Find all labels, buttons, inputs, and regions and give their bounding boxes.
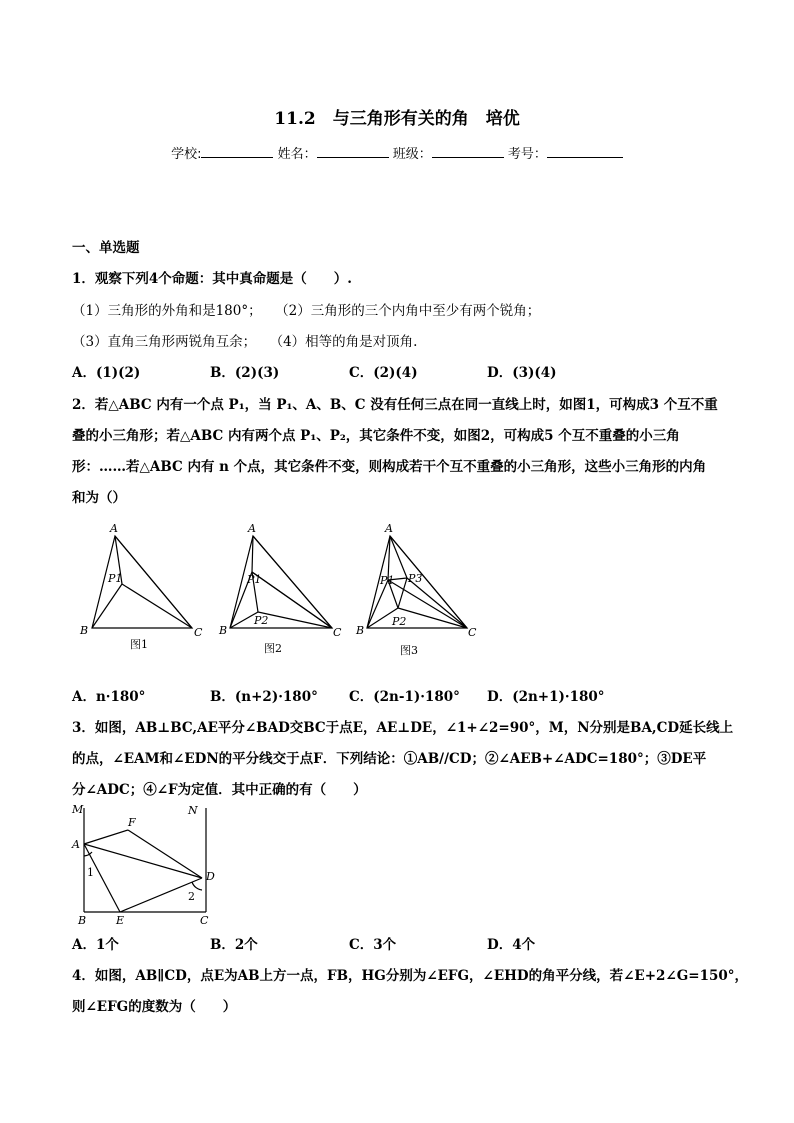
number-blank: [547, 145, 623, 158]
q2-option-c: C．(2n-1)·180°: [349, 689, 460, 705]
q1-stem: 1．观察下列4个命题：其中真命题是（ ）.: [72, 271, 352, 287]
q1-line1: （1）三角形的外角和是180°； （2）三角形的三个内角中至少有两个锐角；: [72, 303, 541, 319]
q2-figures: [72, 520, 492, 660]
q3-label-f: F: [128, 816, 136, 829]
q2-option-d: D．(2n+1)·180°: [487, 689, 605, 705]
class-label: 班级：: [392, 147, 432, 162]
fig2-label-b: B: [219, 624, 228, 637]
q3-figure: [68, 800, 228, 928]
fig3-label-p1: P1: [380, 574, 395, 587]
fig2-label-p1: P1: [247, 573, 262, 586]
school-label: 学校:: [171, 147, 202, 162]
q2-option-b: B．(n+2)·180°: [210, 689, 318, 705]
class-blank: [432, 145, 504, 158]
q3-line2: 的点，∠EAM和∠EDN的平分线交于点F．下列结论：①AB//CD；②∠AEB+∠ADC=180°；③DE平: [72, 751, 707, 767]
fig1-caption: 图1: [130, 638, 148, 651]
school-blank: [201, 145, 273, 158]
fig3-label-b: B: [356, 624, 365, 637]
q2-line3: 形：……若△ABC 内有 n 个点，其它条件不变，则构成若干个互不重叠的小三角形，这些小三角形的内角: [72, 459, 707, 475]
q3-option-a: A．1个: [72, 937, 119, 953]
fig3-label-c: C: [468, 626, 477, 639]
q3-option-c: C．3个: [349, 937, 397, 953]
section-heading: 一、单选题: [72, 240, 140, 256]
q3-label-b: B: [78, 914, 87, 927]
q1-option-d: D．(3)(4): [487, 365, 557, 381]
fig3-label-a: A: [385, 522, 393, 535]
q3-label-c: C: [200, 914, 209, 927]
q2-line2: 叠的小三角形；若△ABC 内有两个点 P₁、P₂，其它条件不变，如图2，可构成5 个互不重叠的小三角: [72, 428, 680, 444]
q2-line1: 2．若△ABC 内有一个点 P₁，当 P₁、A、B、C 没有任何三点在同一直线上时，如图1，可构成3 个互不重: [72, 397, 718, 413]
fig3-caption: 图3: [400, 644, 418, 657]
q3-label-a: A: [72, 838, 80, 851]
student-info: [0, 143, 794, 162]
q1-line2: （3）直角三角形两锐角互余； （4）相等的角是对顶角.: [72, 334, 418, 350]
q3-option-b: B．2个: [210, 937, 258, 953]
q1-option-c: C．(2)(4): [349, 365, 418, 381]
q3-label-m: M: [72, 803, 84, 816]
fig3-label-p3: P3: [408, 572, 423, 585]
q3-label-d: D: [206, 870, 215, 883]
q1-option-a: A．(1)(2): [72, 365, 141, 381]
fig2-label-p2: P2: [254, 614, 269, 627]
q3-line3: 分∠ADC；④∠F为定值．其中正确的有（ ）: [72, 782, 367, 798]
fig1-label-b: B: [80, 624, 89, 637]
q3-label-e: E: [116, 914, 125, 927]
fig2-caption: 图2: [264, 642, 282, 655]
fig1-label-a: A: [110, 522, 118, 535]
fig1-label-c: C: [194, 626, 203, 639]
q3-label-n: N: [188, 804, 198, 817]
q2-option-a: A．n·180°: [72, 689, 146, 705]
fig1-label-p1: P1: [108, 572, 123, 585]
name-blank: [317, 145, 389, 158]
q3-option-d: D．4个: [487, 937, 536, 953]
q3-label-angle1: 1: [87, 866, 94, 879]
q3-label-angle2: 2: [188, 890, 195, 903]
q1-option-b: B．(2)(3): [210, 365, 280, 381]
number-label: 考号：: [507, 147, 547, 162]
fig2-label-a: A: [248, 522, 256, 535]
q4-line2: 则∠EFG的度数为（ ）: [72, 999, 237, 1015]
name-label: 姓名：: [277, 147, 317, 162]
page-title: 11.2 与三角形有关的角 培优: [274, 109, 520, 129]
q4-line1: 4．如图，AB∥CD，点E为AB上方一点，FB，HG分别为∠EFG，∠EHD的角平分线，若∠E+2∠G=150°，: [72, 968, 748, 984]
fig3-label-p2: P2: [392, 615, 407, 628]
q3-line1: 3．如图，AB⊥BC,AE平分∠BAD交BC于点E，AE⊥DE，∠1+∠2=90°，M，N分别是BA,CD延长线上: [72, 720, 734, 736]
q2-line4: 和为（）: [72, 490, 126, 506]
fig2-label-c: C: [333, 626, 342, 639]
